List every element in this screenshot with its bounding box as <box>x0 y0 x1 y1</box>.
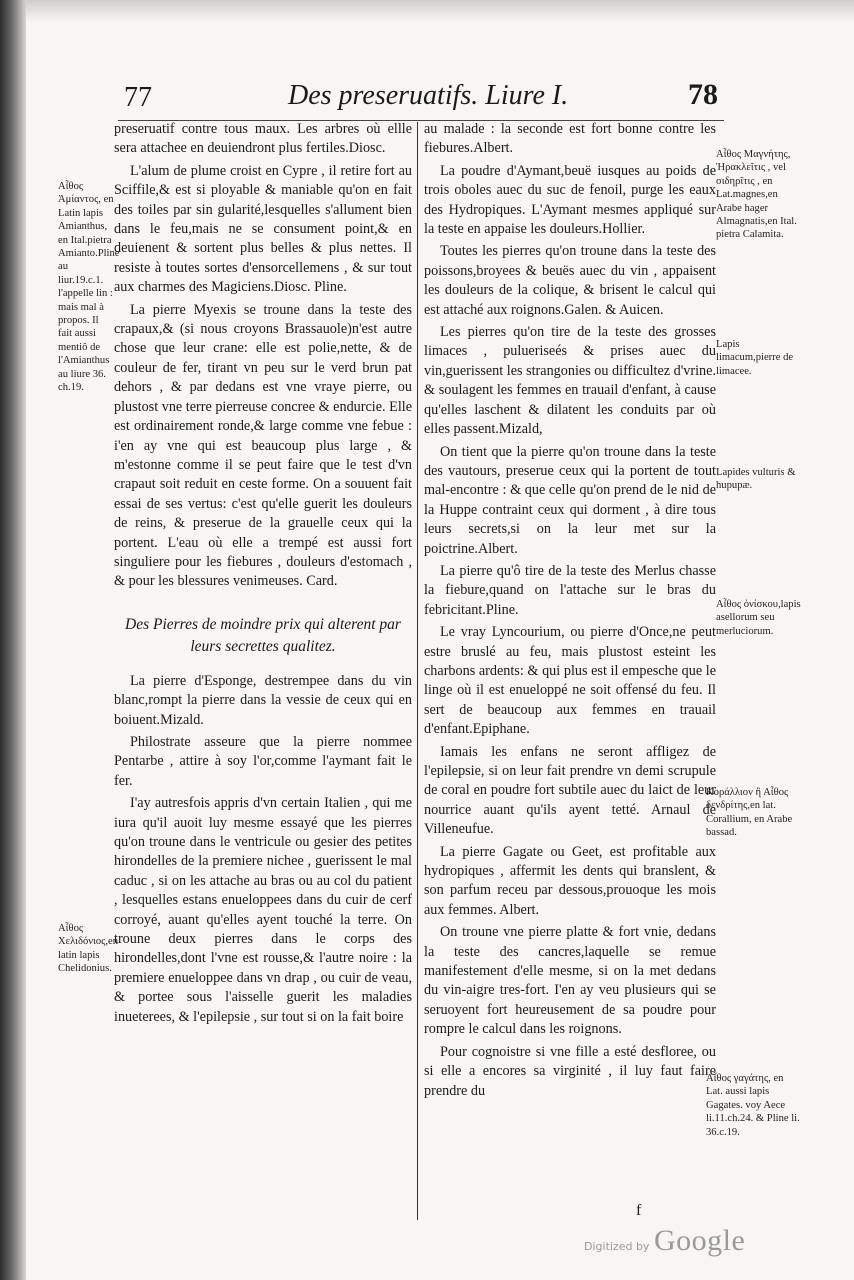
left-column <box>114 120 412 1030</box>
margin-note-limacum: Lapis limacum,pierre de limacee. <box>716 339 794 377</box>
paragraph: Toutes les pierres qu'on troune dans la teste des poissons,broyees & beuës auec du vin , appaisent les douleurs de la colique, & brisent le calcul qui est attaché aux roignons.Galen. & Auicen. <box>424 243 716 318</box>
google-watermark <box>584 1226 784 1262</box>
paragraph: La pierre d'Esponge, destrempee dans du vin blanc,rompt la pierre dans la vessie de ceux qui en boiuent.Mizald. <box>114 672 412 728</box>
paragraph: On tient que la pierre qu'on troune dans la teste des vautours, preserue ceux qui la portent de tout mal-encontre : & que celle qu'on prend de le nid de la Huppe contraint ceux qui dorment , à dire tous leurs secrets,si on la leur met sur la poictrine.Albert. <box>424 443 716 557</box>
paragraph: La poudre d'Aymant,beuë iusques au poids de trois oboles auec du suc de fenoil, purge les eaux des Hydropiques. L'Aymant mesmes appliqué sur la teste en appaise les douleurs.Hollier. <box>424 162 716 238</box>
paragraph: I'ay autresfois appris d'vn certain Italien , qui me iura qu'il auoit luy mesme essayé que les pierres qu'on troune dans le ventricule ou gesier des petites hirondelles de la premiere nichee , guerissent le mal caduc , si on les attache au bras ou au col du patient , lesquelles estans enueloppees dans du cuir de cerf corroyé, auant qu'elles ayent touché la terre. On troune deux pierres dans le corps des hirondelles,dont l'vne est rousse,& l'autre noire : la premiere enueloppee dans vn drap , ou cuir de veau, & portee sous l'aisselle guerit les maladies inueterees, & l'epilepsie , sur tout si on la fait boire <box>114 795 412 1025</box>
book-binding-shadow <box>0 0 26 1280</box>
margin-note-asellorum: Αἶθος ὀνίσκου,lapis asellorum seu merluciorum. <box>716 599 801 637</box>
margin-note-magnes: Αἶθος Μαγνήτης, Ἡρακλεῖτις , vel σιδηρῖτις , en Lat.magnes,en Arabe hager Almagnatis,en Ital. pietra Calamita. <box>716 149 797 241</box>
margin-note-vulturis: Lapides vulturis & hupupæ. <box>716 467 796 492</box>
margin-note-gagates: Αἶθος γαγάτης, en Lat. aussi lapis Gagates. voy Aece li.11.ch.24. & Pline li. 36.c.19. <box>706 1073 800 1138</box>
column-divider <box>417 122 418 1220</box>
section-heading: Des Pierres de moindre prix qui alterent par leurs secrettes qualitez. <box>125 615 401 655</box>
paragraph: La pierre Myexis se troune dans la teste des crapaux,& (si nous croyons Brassauole)n'est autre chose que leur crane: elle est polie,nette, & de couleur de fer, tirant vn peu sur le verd brun pat dehors , & par dedans est vne vraye pierre, ou plustost vne terre pierreuse concree & endurcie. Elle est ordinairement ronde,& large comme vne febue : i'en ay vne qui est beaucoup plus large , & m'estonne comme il se peut faire que le test d'vn crapaut soit reduit en ceste forme. On a souuent fait essai de ses vertus: c'est qu'elle guerit les douleurs de reins, & preserue de la grauelle ceux qui la portent. L'eau où elle a trempé est aussi fort singuliere pour les fiebures , douleurs d'estomach , & pour les blessures venimeuses. Card. <box>114 301 412 590</box>
google-logo: Google <box>654 1224 746 1257</box>
paragraph: On troune vne pierre platte & fort vnie, dedans la teste des cancres,laquelle se remue manifestement d'elle mesme, si on la met dedans du vin-aigre tres-fort. I'en ay veu plusieurs qui se seruoyent fort heureusement de sa poudre pour rompre le calcul dans les roignons. <box>424 924 716 1038</box>
watermark-prefix: Digitized by <box>584 1240 650 1253</box>
paragraph: Iamais les enfans ne seront affligez de l'epilepsie, si on leur fait prendre vn demi scrupule de coral en poudre fort subtile auec du laict de leur nourrice auant qu'ils ayent tetté. Arnaul de Villeneufue. <box>424 743 716 838</box>
paragraph: Les pierres qu'on tire de la teste des grosses limaces , pulueriseés & prises auec du vin,guerissent les strangonies ou difficultez d'vrine. & soulagent les femmes en trauail d'enfant, à cause qu'elles laschent & dilatent les conduits par où elles passent.Mizald, <box>424 324 716 438</box>
page-header <box>118 78 728 118</box>
paragraph: L'alum de plume croist en Cypre , il retire fort au Sciffile,& est si ployable & maniable qu'on en fait des toiles par sin gularité,lesquelles s'allument bien dans le feu,mais ne se consument point,& en deuienent & sortent plus belles & plus nettes. Il resiste à toutes sortes d'ensorcellemens , & sur tout aux charmes des Magiciens.Diosc. Pline. <box>114 162 412 296</box>
page-number-right: 78 <box>688 78 718 111</box>
paragraph: Le vray Lyncourium, ou pierre d'Once,ne peut estre bruslé au feu, mais plustost esteint les charbons ardents: & qui plus est il empesche que le linge où il est enueloppé ne soit offensé du feu. Il sert de beaucoup aux femmes en trauail d'enfant.Epiphane. <box>424 624 716 738</box>
page-number-left: 77 <box>124 82 152 113</box>
signature-mark: f <box>636 1202 642 1219</box>
paragraph: Philostrate asseure que la pierre nommee Pentarbe , attire à soy l'or,comme l'aymant fait le fer. <box>114 733 412 789</box>
paragraph: La pierre qu'ô tire de la teste des Merlus chasse la fiebure,quand on l'attache sur le bras du febricitant.Pline. <box>424 562 716 618</box>
paragraph: Pour cognoistre si vne fille a esté desfloree, ou si elle a encores sa virginité , il luy faut faire prendre du <box>424 1043 716 1099</box>
margin-note-amianthus: Αἶθος Ἀμίαντος, en Latin lapis Amianthus, en Ital.pietra Amianto.Pline au liur.19.c.1. l'appelle lin : mais mal à propos. Il fait aussi mentiô de l'Amianthus au liure 36. ch.19. <box>58 181 120 394</box>
page-top-shadow <box>26 0 854 22</box>
right-column <box>424 120 716 1104</box>
margin-note-corallium: Κοράλλιον ἢ Αἶθος δενδρίτης,en lat. Corallium, en Arabe bassad. <box>706 787 793 839</box>
paragraph: au malade : la seconde est fort bonne contre les fiebures.Albert. <box>424 121 716 157</box>
paragraph: preseruatif contre tous maux. Les arbres où ellle sera attachee en deuiendront plus fertiles.Diosc. <box>114 121 412 157</box>
running-title: Des preseruatifs. Liure I. <box>288 80 569 111</box>
paragraph: La pierre Gagate ou Geet, est profitable aux hydropiques , affermit les dents qui branslent, & son parfum receu par dessous,prouoque les mois aux femmes. Albert. <box>424 843 716 918</box>
margin-note-chelidonius: Αἶθος Χελιδόνιος,en latin lapis Chelidonius. <box>58 923 119 975</box>
